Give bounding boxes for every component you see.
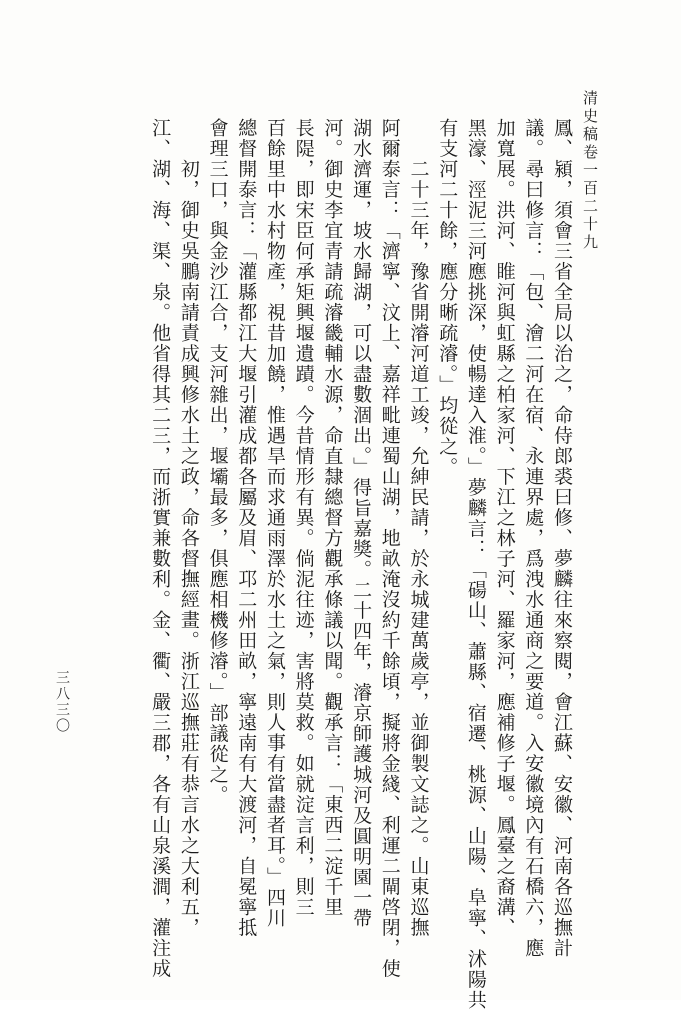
text-column: 議。尋曰修言：「包、澮二河在宿、永連界處，爲洩水通商之要道。入安徽境內有石橋六，應 — [522, 118, 545, 959]
text-column: 二十三年，豫省開濬河道工竣，允紳民請，於永城建萬歲亭，並御製文誌之。山東巡撫 — [407, 118, 430, 938]
text-column: 初，御史吳鵬南請責成興修水土之政，命各督撫經畫。浙江巡撫莊有恭言水之大利五， — [177, 118, 200, 938]
page-number: 三八三〇 — [54, 670, 70, 734]
text-column: 鳳、潁，須會三省全局以治之，命侍郎裘曰修、夢麟往來察閱，會江蘇、安徽、河南各巡撫計 — [551, 118, 573, 959]
text-column: 會理三口，與金沙江合，支河雜出，堰壩最多，俱應相機修濬。」部議從之。 — [206, 118, 229, 806]
text-column: 江、湖、海、渠、泉。他省得其二三，而浙實兼數利。金、衢、嚴三郡，各有山泉溪澗，灌注成 — [149, 118, 172, 979]
text-column: 長隄，即宋臣何承矩興堰遺蹟。今昔情形有異。倘泥往迹，害將莫救。如就淀言利，則三 — [292, 118, 315, 918]
body-text — [145, 118, 576, 1011]
text-column: 總督開泰言：「灌縣都江大堰引灌成都各屬及眉、邛二州田畝，寧遠南有大渡河，自冕寧抵 — [235, 118, 258, 938]
text-column: 加寬展。洪河、睢河與虹縣之柏家河、下江之林子河、羅家河，應補修子堰。鳳臺之裔溝、 — [493, 118, 516, 938]
text-column: 黑濠、涇泥三河應挑深，使暢達入淮。」夢麟言：「碭山、蕭縣、宿遷、桃源、山陽、阜寧、沭陽共 — [464, 118, 487, 1011]
text-column: 河。御史李宜青請疏濬畿輔水源，命直隸總督方觀承條議以聞。觀承言：「東西二淀千里 — [321, 118, 344, 918]
text-column: 有支河二十餘，應分晰疏濬。」均從之。 — [436, 118, 459, 478]
running-header: 清史稿卷一百二十九 — [581, 90, 599, 252]
text-column: 湖水濟運，坡水歸湖，可以盡數涸出。」得旨嘉獎。二十四年，濬京師護城河及圓明園一帶 — [350, 118, 373, 929]
text-column: 百餘里中水村物產，視昔加饒，惟遇旱而求通雨澤於水土之氣，則人事有當盡者耳。」四川 — [263, 118, 286, 929]
text-column: 阿爾泰言：「濟寧、汶上、嘉祥毗連蜀山湖，地畝淹沒約千餘頃，擬將金綫、利運二閘啓閉，使 — [378, 118, 401, 979]
